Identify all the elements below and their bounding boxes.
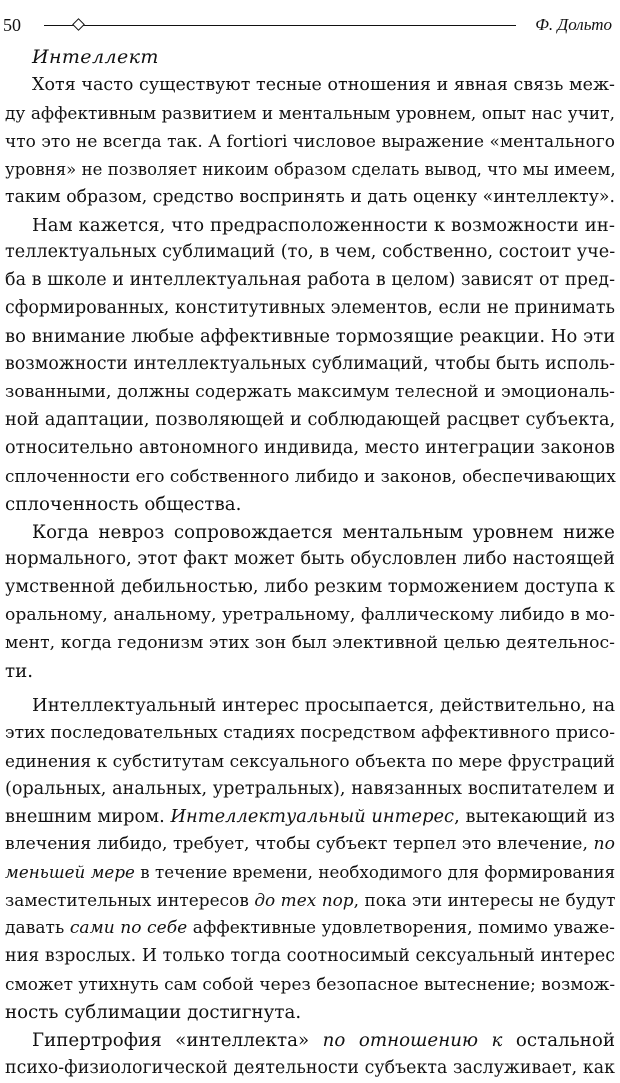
emphasis-text: по отношению к [322, 1029, 503, 1051]
text-run: заместительных интересов [5, 890, 255, 911]
text-line: Хотя часто существуют тесные отношения и явная связь меж- [32, 75, 615, 95]
text-line: ти. [5, 661, 34, 683]
text-line: ной адаптации, позволяющей и соблюдающей расцвет субъекта, [5, 409, 616, 430]
paragraph-3 [5, 519, 615, 686]
text-line: таким образом, средство воспринять и дать оценку «интеллекту». [5, 186, 616, 207]
emphasis-text: меньшей мере [5, 863, 135, 883]
text-line: ность сублимации достигнута. [5, 1001, 302, 1023]
section-title: Интеллект [32, 46, 159, 68]
body-text [5, 42, 615, 1083]
paragraph-2 [5, 212, 615, 519]
paragraph-1 [5, 72, 615, 212]
text-line: Нам кажется, что предрасположенности к возможности ин- [32, 214, 615, 236]
text-run: аффективные удовлетворения, помимо уваже- [187, 918, 615, 939]
emphasis-text: Интеллектуальный интерес [170, 806, 455, 827]
text-line: сформированных, конститутивных элементов, если не принимать [5, 298, 615, 319]
text-line [5, 915, 615, 943]
emphasis-text: по [593, 834, 615, 855]
text-line: что это не всегда так. А fortiori числовое выражение «ментального [5, 130, 615, 151]
text-line: единения к субститутам сексуального объекта по мере фрустраций [5, 750, 615, 771]
text-line: ния взрослых. И только тогда соотносимый сексуальный интерес [5, 946, 615, 967]
text-line: во внимание любые аффективные тормозящие реакции. Но эти [5, 326, 616, 348]
running-head-author: Ф. Дольто [535, 15, 612, 34]
emphasis-text: сами по себе [69, 918, 188, 939]
page-number: 50 [3, 15, 21, 35]
text-line: сплоченности его собственного либидо и законов, обеспечивающих [5, 465, 616, 486]
text-line: оральному, анальному, уретральному, фаллическому либидо в мо- [5, 605, 615, 626]
text-line: Когда невроз сопровождается ментальным уровнем ниже [32, 521, 615, 543]
text-line: теллектуальных сублимаций (то, в чем, собственно, состоит уче- [5, 242, 616, 263]
text-run: давать [5, 918, 70, 939]
header-diamond-ornament [72, 18, 85, 31]
text-line: уровня» не позволяет никоим образом сделать вывод, что мы имеем, [5, 159, 616, 179]
paragraph-5 [5, 1027, 615, 1083]
text-line: зованными, должны содержать максимум телесной и эмоциональ- [5, 381, 615, 402]
text-run: внешним миром. [5, 806, 171, 827]
text-line: (оральных, анальных, уретральных), навязанных воспитателем и [5, 778, 615, 799]
text-line: нормального, этот факт может быть обусловлен либо настоящей [5, 549, 615, 570]
text-line: возможности интеллектуальных сублимаций, чтобы быть исполь- [5, 354, 615, 375]
text-run: , вытекающий из [454, 806, 615, 827]
text-line: мент, когда гедонизм этих зон был элективной целью деятельнос- [5, 633, 615, 654]
text-line: умственной дебильностью, либо резким торможением доступа к [5, 577, 615, 598]
text-line: Интеллектуальный интерес просыпается, действительно, на [32, 694, 616, 716]
text-line [5, 1027, 615, 1055]
text-line: психо-физиологической деятельности субъекта заслуживает, как [5, 1057, 615, 1078]
text-line [5, 859, 615, 887]
text-line [5, 804, 615, 832]
text-line: этих последовательных стадиях посредством аффективного присо- [5, 722, 615, 743]
text-line: относительно автономного индивида, место интеграции законов [5, 437, 615, 458]
text-line: ба в школе и интеллектуальная работа в целом) зависят от пред- [5, 270, 616, 291]
header-rule [44, 25, 516, 26]
emphasis-text: до тех пор [254, 890, 354, 911]
text-line [5, 887, 615, 915]
text-line: сможет утихнуть сам собой через безопасное вытеснение; возмож- [5, 974, 616, 994]
text-run: в течение времени, необходимого для формирования [134, 863, 616, 883]
text-run: влечения либидо, требует, чтобы субъект терпел это влечение, [5, 834, 594, 855]
text-run: Гипертрофия «интеллекта» [32, 1029, 323, 1051]
text-line: сплоченность общества. [5, 493, 242, 515]
text-line: ду аффективным развитием и ментальным уровнем, опыт нас учит, [5, 102, 615, 123]
page-header [0, 14, 620, 38]
text-run: остальной [502, 1029, 615, 1051]
text-run: , пока эти интересы не будут [353, 890, 616, 911]
paragraph-4 [5, 692, 615, 1027]
text-line [5, 831, 615, 859]
